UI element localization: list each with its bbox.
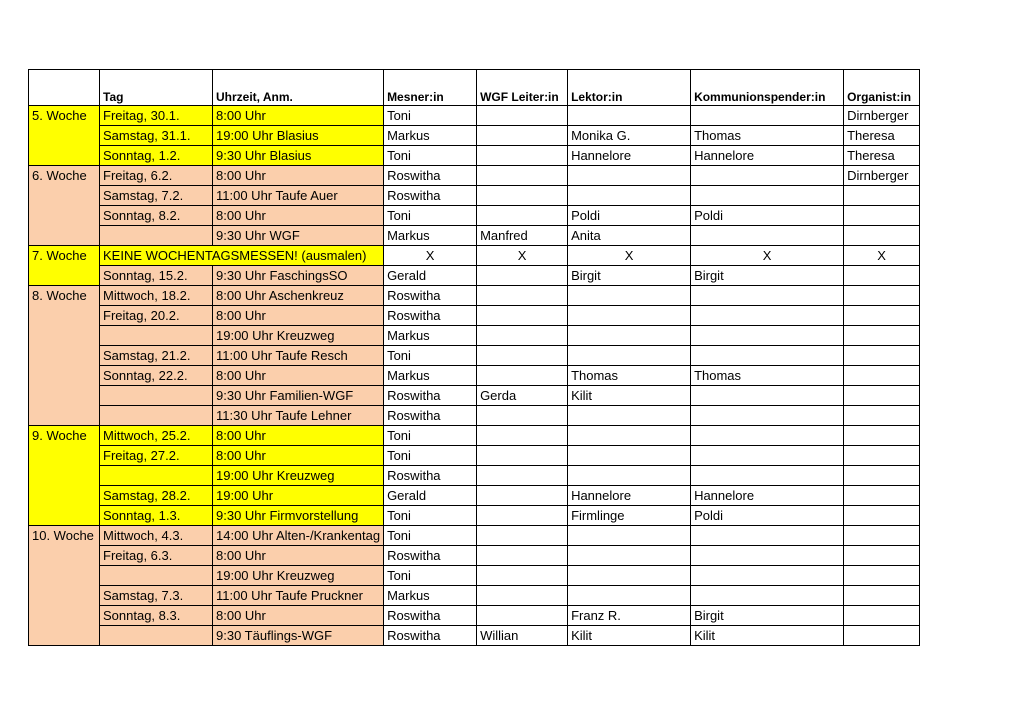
time-cell: 8:00 Uhr <box>213 106 384 126</box>
table-row <box>29 126 920 146</box>
time-cell: 9:30 Uhr WGF <box>213 226 384 246</box>
organist-cell <box>844 486 920 506</box>
mesner-cell: Toni <box>384 526 477 546</box>
kommunion-cell: Birgit <box>691 266 844 286</box>
day-cell: Freitag, 27.2. <box>100 446 213 466</box>
week-label: 6. Woche <box>29 166 100 246</box>
time-cell: 8:00 Uhr <box>213 426 384 446</box>
wgf-cell: X <box>477 246 568 266</box>
table-row <box>29 306 920 326</box>
day-cell: Freitag, 6.3. <box>100 546 213 566</box>
wgf-cell <box>477 306 568 326</box>
day-cell: Sonntag, 1.2. <box>100 146 213 166</box>
table-row <box>29 466 920 486</box>
organist-cell <box>844 466 920 486</box>
organist-cell <box>844 186 920 206</box>
day-cell: Sonntag, 8.2. <box>100 206 213 226</box>
header-row <box>29 70 920 106</box>
wgf-cell <box>477 166 568 186</box>
wgf-cell <box>477 106 568 126</box>
lektor-cell <box>568 326 691 346</box>
time-cell: 11:00 Uhr Taufe Auer <box>213 186 384 206</box>
mesner-cell: Roswitha <box>384 546 477 566</box>
time-cell: 19:00 Uhr Kreuzweg <box>213 466 384 486</box>
time-cell: 11:00 Uhr Taufe Resch <box>213 346 384 366</box>
week-label: 8. Woche <box>29 286 100 426</box>
mesner-cell: Roswitha <box>384 406 477 426</box>
organist-cell <box>844 326 920 346</box>
wgf-cell <box>477 466 568 486</box>
time-cell: 19:00 Uhr <box>213 486 384 506</box>
time-cell: 14:00 Uhr Alten-/Krankentag <box>213 526 384 546</box>
time-cell: 8:00 Uhr <box>213 546 384 566</box>
organist-cell <box>844 586 920 606</box>
day-cell: Samstag, 7.2. <box>100 186 213 206</box>
organist-cell: Dirnberger <box>844 166 920 186</box>
day-cell <box>100 566 213 586</box>
wgf-cell: Manfred <box>477 226 568 246</box>
kommunion-cell: Kilit <box>691 626 844 646</box>
kommunion-cell <box>691 166 844 186</box>
day-cell: Sonntag, 8.3. <box>100 606 213 626</box>
table-row <box>29 486 920 506</box>
day-cell: Sonntag, 15.2. <box>100 266 213 286</box>
organist-cell: Theresa <box>844 146 920 166</box>
time-cell: 8:00 Uhr <box>213 606 384 626</box>
organist-cell <box>844 286 920 306</box>
wgf-cell <box>477 186 568 206</box>
kommunion-cell <box>691 226 844 246</box>
kommunion-cell: Birgit <box>691 606 844 626</box>
kommunion-cell <box>691 546 844 566</box>
mesner-cell: Markus <box>384 326 477 346</box>
lektor-cell <box>568 306 691 326</box>
mesner-cell: Roswitha <box>384 606 477 626</box>
mesner-cell: Roswitha <box>384 186 477 206</box>
lektor-cell: Kilit <box>568 626 691 646</box>
time-cell: 9:30 Täuflings-WGF <box>213 626 384 646</box>
header-week <box>29 70 100 106</box>
mesner-cell: Markus <box>384 126 477 146</box>
kommunion-cell <box>691 586 844 606</box>
time-cell: 9:30 Uhr FaschingsSO <box>213 266 384 286</box>
table-row <box>29 406 920 426</box>
kommunion-cell: Hannelore <box>691 146 844 166</box>
table-body <box>29 106 920 646</box>
organist-cell <box>844 606 920 626</box>
day-cell: Samstag, 21.2. <box>100 346 213 366</box>
lektor-cell <box>568 166 691 186</box>
wgf-cell <box>477 546 568 566</box>
table-row <box>29 426 920 446</box>
kommunion-cell: Poldi <box>691 206 844 226</box>
mesner-cell: Toni <box>384 346 477 366</box>
table-row <box>29 226 920 246</box>
table-row <box>29 286 920 306</box>
header-lektor: Lektor:in <box>568 70 691 106</box>
wgf-cell <box>477 506 568 526</box>
table-row <box>29 506 920 526</box>
time-cell: 19:00 Uhr Kreuzweg <box>213 566 384 586</box>
organist-cell <box>844 226 920 246</box>
time-cell: 8:00 Uhr <box>213 366 384 386</box>
week-label: 5. Woche <box>29 106 100 166</box>
kommunion-cell <box>691 446 844 466</box>
lektor-cell <box>568 586 691 606</box>
time-cell: 8:00 Uhr <box>213 446 384 466</box>
time-cell: 8:00 Uhr Aschenkreuz <box>213 286 384 306</box>
kommunion-cell <box>691 386 844 406</box>
kommunion-cell <box>691 106 844 126</box>
table-header <box>29 70 920 106</box>
time-cell: 11:00 Uhr Taufe Pruckner <box>213 586 384 606</box>
mesner-cell: Toni <box>384 506 477 526</box>
lektor-cell: Firmlinge <box>568 506 691 526</box>
lektor-cell: Birgit <box>568 266 691 286</box>
lektor-cell <box>568 466 691 486</box>
day-cell: Mittwoch, 18.2. <box>100 286 213 306</box>
organist-cell <box>844 306 920 326</box>
organist-cell <box>844 446 920 466</box>
mesner-cell: Roswitha <box>384 626 477 646</box>
day-cell <box>100 386 213 406</box>
day-cell: Sonntag, 1.3. <box>100 506 213 526</box>
wgf-cell <box>477 326 568 346</box>
mesner-cell: Markus <box>384 366 477 386</box>
wgf-cell <box>477 346 568 366</box>
time-cell: 8:00 Uhr <box>213 166 384 186</box>
schedule-table <box>28 69 920 646</box>
day-cell <box>100 226 213 246</box>
lektor-cell <box>568 186 691 206</box>
wgf-cell <box>477 366 568 386</box>
organist-cell: Theresa <box>844 126 920 146</box>
lektor-cell <box>568 346 691 366</box>
lektor-cell <box>568 406 691 426</box>
header-mesner: Mesner:in <box>384 70 477 106</box>
mesner-cell: Toni <box>384 106 477 126</box>
day-cell: Freitag, 20.2. <box>100 306 213 326</box>
table-row <box>29 386 920 406</box>
lektor-cell: Hannelore <box>568 486 691 506</box>
lektor-cell: Franz R. <box>568 606 691 626</box>
kommunion-cell <box>691 466 844 486</box>
lektor-cell: Hannelore <box>568 146 691 166</box>
organist-cell <box>844 506 920 526</box>
table-row <box>29 546 920 566</box>
lektor-cell: X <box>568 246 691 266</box>
day-cell: Samstag, 7.3. <box>100 586 213 606</box>
mesner-cell: Roswitha <box>384 166 477 186</box>
lektor-cell <box>568 446 691 466</box>
lektor-cell <box>568 526 691 546</box>
time-cell: 9:30 Uhr Blasius <box>213 146 384 166</box>
lektor-cell <box>568 426 691 446</box>
mesner-cell: X <box>384 246 477 266</box>
wgf-cell <box>477 426 568 446</box>
time-cell: 11:30 Uhr Taufe Lehner <box>213 406 384 426</box>
organist-cell <box>844 366 920 386</box>
day-cell <box>100 406 213 426</box>
week-label: 9. Woche <box>29 426 100 526</box>
mesner-cell: Roswitha <box>384 466 477 486</box>
lektor-cell <box>568 106 691 126</box>
organist-cell: X <box>844 246 920 266</box>
day-cell: Mittwoch, 4.3. <box>100 526 213 546</box>
organist-cell <box>844 206 920 226</box>
table-row <box>29 566 920 586</box>
header-time: Uhrzeit, Anm. <box>213 70 384 106</box>
wgf-cell <box>477 606 568 626</box>
mesner-cell: Markus <box>384 586 477 606</box>
wgf-cell <box>477 266 568 286</box>
mesner-cell: Toni <box>384 566 477 586</box>
organist-cell <box>844 546 920 566</box>
kommunion-cell <box>691 426 844 446</box>
day-cell: Freitag, 6.2. <box>100 166 213 186</box>
mesner-cell: Toni <box>384 146 477 166</box>
lektor-cell: Monika G. <box>568 126 691 146</box>
week-label: 7. Woche <box>29 246 100 286</box>
organist-cell <box>844 266 920 286</box>
table-row <box>29 186 920 206</box>
lektor-cell: Poldi <box>568 206 691 226</box>
wgf-cell <box>477 126 568 146</box>
merged-note: KEINE WOCHENTAGSMESSEN! (ausmalen) <box>100 246 384 266</box>
mesner-cell: Roswitha <box>384 306 477 326</box>
organist-cell <box>844 426 920 446</box>
wgf-cell <box>477 206 568 226</box>
day-cell <box>100 326 213 346</box>
table-row <box>29 146 920 166</box>
table-row <box>29 526 920 546</box>
wgf-cell <box>477 406 568 426</box>
day-cell: Mittwoch, 25.2. <box>100 426 213 446</box>
wgf-cell <box>477 526 568 546</box>
table-row <box>29 366 920 386</box>
table-row <box>29 246 920 266</box>
mesner-cell: Toni <box>384 446 477 466</box>
header-wgf: WGF Leiter:in <box>477 70 568 106</box>
day-cell: Freitag, 30.1. <box>100 106 213 126</box>
kommunion-cell: Thomas <box>691 366 844 386</box>
organist-cell <box>844 406 920 426</box>
lektor-cell: Thomas <box>568 366 691 386</box>
mesner-cell: Gerald <box>384 266 477 286</box>
lektor-cell: Anita <box>568 226 691 246</box>
time-cell: 19:00 Uhr Kreuzweg <box>213 326 384 346</box>
day-cell: Samstag, 28.2. <box>100 486 213 506</box>
lektor-cell <box>568 286 691 306</box>
day-cell <box>100 466 213 486</box>
wgf-cell <box>477 146 568 166</box>
table-row <box>29 206 920 226</box>
day-cell: Sonntag, 22.2. <box>100 366 213 386</box>
wgf-cell: Willian <box>477 626 568 646</box>
table-row <box>29 326 920 346</box>
wgf-cell <box>477 446 568 466</box>
header-day: Tag <box>100 70 213 106</box>
time-cell: 8:00 Uhr <box>213 206 384 226</box>
table-row <box>29 606 920 626</box>
kommunion-cell <box>691 406 844 426</box>
wgf-cell <box>477 566 568 586</box>
mesner-cell: Roswitha <box>384 386 477 406</box>
time-cell: 19:00 Uhr Blasius <box>213 126 384 146</box>
kommunion-cell <box>691 286 844 306</box>
table-row <box>29 446 920 466</box>
kommunion-cell: Hannelore <box>691 486 844 506</box>
day-cell <box>100 626 213 646</box>
header-kommunion: Kommunionspender:in <box>691 70 844 106</box>
organist-cell <box>844 566 920 586</box>
organist-cell <box>844 526 920 546</box>
kommunion-cell <box>691 346 844 366</box>
kommunion-cell <box>691 326 844 346</box>
mesner-cell: Toni <box>384 206 477 226</box>
kommunion-cell: X <box>691 246 844 266</box>
mesner-cell: Roswitha <box>384 286 477 306</box>
kommunion-cell <box>691 186 844 206</box>
kommunion-cell: Thomas <box>691 126 844 146</box>
lektor-cell <box>568 546 691 566</box>
wgf-cell <box>477 586 568 606</box>
wgf-cell: Gerda <box>477 386 568 406</box>
organist-cell <box>844 386 920 406</box>
organist-cell <box>844 626 920 646</box>
table-row <box>29 166 920 186</box>
time-cell: 9:30 Uhr Firmvorstellung <box>213 506 384 526</box>
header-organist: Organist:in <box>844 70 920 106</box>
wgf-cell <box>477 286 568 306</box>
wgf-cell <box>477 486 568 506</box>
kommunion-cell: Poldi <box>691 506 844 526</box>
lektor-cell <box>568 566 691 586</box>
table-row <box>29 266 920 286</box>
lektor-cell: Kilit <box>568 386 691 406</box>
day-cell: Samstag, 31.1. <box>100 126 213 146</box>
table-row <box>29 626 920 646</box>
table-row <box>29 346 920 366</box>
week-label: 10. Woche <box>29 526 100 646</box>
table-row <box>29 586 920 606</box>
time-cell: 8:00 Uhr <box>213 306 384 326</box>
organist-cell <box>844 346 920 366</box>
mesner-cell: Toni <box>384 426 477 446</box>
mesner-cell: Gerald <box>384 486 477 506</box>
time-cell: 9:30 Uhr Familien-WGF <box>213 386 384 406</box>
mesner-cell: Markus <box>384 226 477 246</box>
kommunion-cell <box>691 566 844 586</box>
table-row <box>29 106 920 126</box>
kommunion-cell <box>691 306 844 326</box>
kommunion-cell <box>691 526 844 546</box>
organist-cell: Dirnberger <box>844 106 920 126</box>
